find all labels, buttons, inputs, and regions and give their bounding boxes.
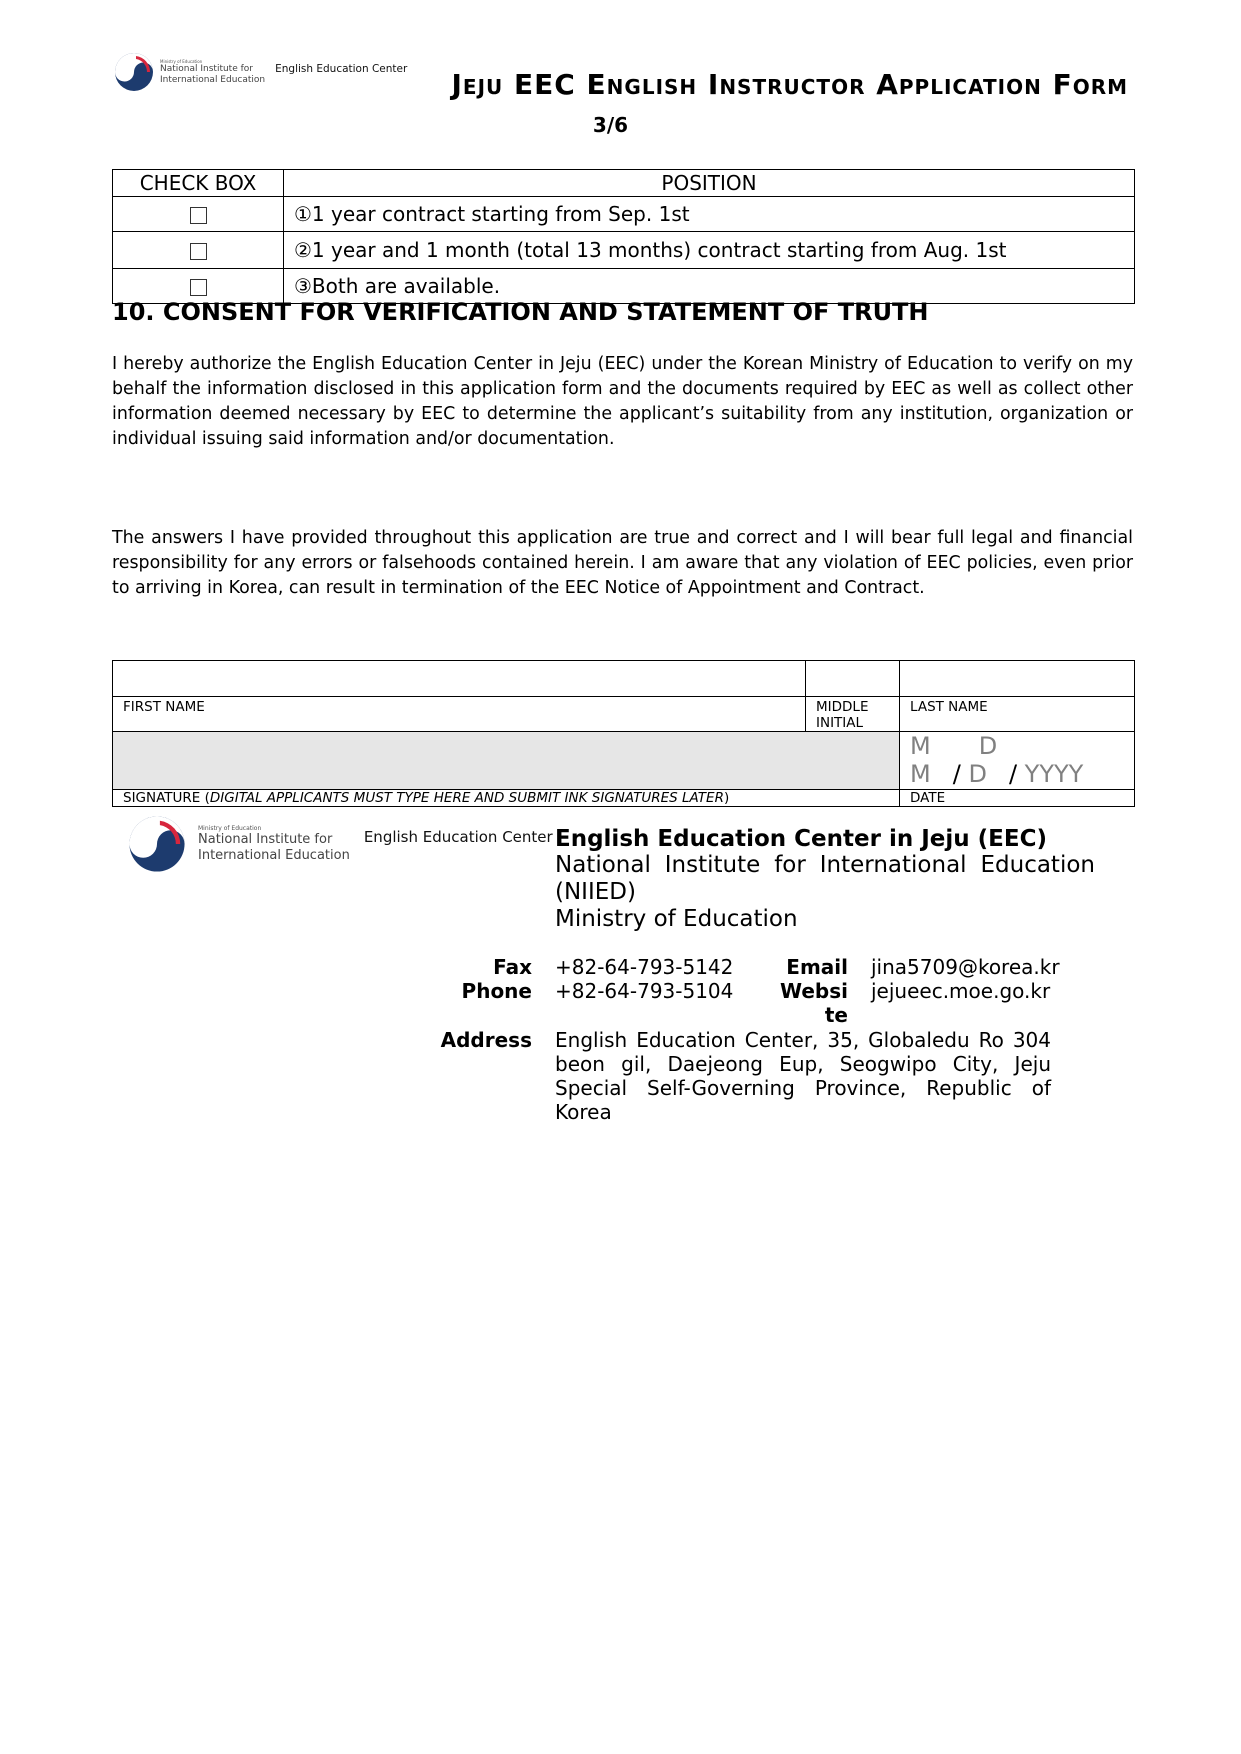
middle-initial-label-line1: MIDDLE: [816, 699, 869, 715]
website-label-part2: te: [824, 1003, 848, 1027]
last-name-label: LAST NAME: [900, 697, 1135, 732]
signature-table: [112, 660, 1135, 807]
korea-emblem-icon: [114, 52, 154, 92]
date-placeholder: [910, 732, 1124, 788]
logo-ministry: Ministry of Education: [198, 824, 262, 832]
middle-initial-field[interactable]: [806, 661, 900, 697]
email-label: Email: [786, 955, 848, 979]
header-logo: [114, 52, 407, 92]
position-option-2: ②1 year and 1 month (total 13 months) contract starting from Aug. 1st: [284, 232, 1135, 269]
signature-label-prefix: SIGNATURE (: [123, 790, 210, 806]
position-checkbox-3[interactable]: [190, 279, 207, 296]
date-separator: /: [952, 760, 961, 788]
website-value[interactable]: jejueec.moe.go.kr: [871, 979, 1051, 1003]
date-dd-bottom: D: [968, 760, 987, 788]
logo-institute-line1: National Institute for: [198, 831, 333, 847]
footer-logo: [128, 815, 553, 873]
consent-paragraph: I hereby authorize the English Education Center in Jeju (EEC) under the Korean Ministry of Education to verify on my behalf the information disclosed in this application form and the documents required by EEC as well as collect other information deemed necessary by EEC to determine the applicant’s suitability from any institution, organization or individual issuing said information and/or documentation.: [112, 354, 1133, 449]
position-checkbox-1[interactable]: [190, 207, 207, 224]
middle-initial-label-line2: INITIAL: [816, 715, 864, 731]
website-label-part1: Websi: [780, 979, 848, 1003]
position-table: [112, 169, 1135, 304]
email-value[interactable]: jina5709@korea.kr: [871, 955, 1060, 979]
logo-text: [198, 825, 350, 864]
signature-field[interactable]: [113, 732, 900, 790]
date-field[interactable]: [900, 732, 1135, 790]
date-yyyy: YYYY: [1024, 760, 1084, 788]
middle-initial-label: [806, 697, 900, 732]
col-header-checkbox: CHECK BOX: [113, 170, 284, 197]
logo-institute-line2: International Education: [160, 74, 266, 85]
logo-center: English Education Center: [363, 828, 553, 846]
korea-emblem-icon: [128, 815, 186, 873]
section-heading: 10. CONSENT FOR VERIFICATION AND STATEMENT OF TRUTH: [112, 298, 929, 326]
last-name-field[interactable]: [900, 661, 1135, 697]
phone-value: +82-64-793-5104: [555, 979, 734, 1003]
table-row: [113, 197, 1135, 232]
first-name-label: FIRST NAME: [113, 697, 806, 732]
org-ministry: Ministry of Education: [555, 906, 798, 932]
col-header-position: POSITION: [284, 170, 1135, 197]
org-name: English Education Center in Jeju (EEC): [555, 826, 1047, 852]
truth-statement-paragraph: The answers I have provided throughout this application are true and correct and I will bear full legal and financial responsibility for any errors or falsehoods contained herein. I am aware that any violation of EEC policies, even prior to arriving in Korea, can result in termination of the EEC Notice of Appointment and Contract.: [112, 528, 1133, 598]
date-separator: /: [1008, 760, 1018, 788]
position-option-1: ①1 year contract starting from Sep. 1st: [284, 197, 1135, 232]
logo-text: [160, 59, 265, 86]
position-option-3: ③Both are available.: [284, 269, 1135, 304]
signature-label-suffix: ): [723, 790, 730, 806]
fax-value: +82-64-793-5142: [555, 955, 734, 979]
date-label: DATE: [900, 790, 1135, 807]
fax-label: Fax: [493, 955, 532, 979]
phone-label: Phone: [461, 979, 532, 1003]
logo-institute-line1: National Institute for: [160, 63, 253, 74]
org-info: [555, 826, 1095, 933]
page-title: Jeju EEC English Instructor Application Form: [451, 68, 1128, 101]
org-parent: National Institute for International Education (NIIED): [555, 852, 1095, 905]
table-row: [113, 232, 1135, 269]
signature-label-note: DIGITAL APPLICANTS MUST TYPE HERE AND SUBMIT INK SIGNATURES LATER: [209, 790, 724, 806]
logo-ministry: Ministry of Education: [160, 58, 203, 64]
signature-label: [113, 790, 900, 807]
date-dd-top: D: [978, 732, 998, 760]
date-mm-top: M: [910, 732, 931, 760]
logo-center: English Education Center: [275, 63, 408, 75]
position-checkbox-2[interactable]: [190, 243, 207, 260]
website-label: [760, 979, 848, 1027]
address-value: English Education Center, 35, Globaledu Ro 304 beon gil, Daejeong Eup, Seogwipo City, Jeju Special Self-Governing Province, Republic of Korea: [555, 1028, 1051, 1124]
logo-institute-line2: International Education: [198, 847, 350, 863]
first-name-field[interactable]: [113, 661, 806, 697]
address-label: Address: [440, 1028, 532, 1052]
date-mm-bottom: M: [910, 760, 931, 788]
page-indicator: 3/6: [592, 113, 629, 137]
